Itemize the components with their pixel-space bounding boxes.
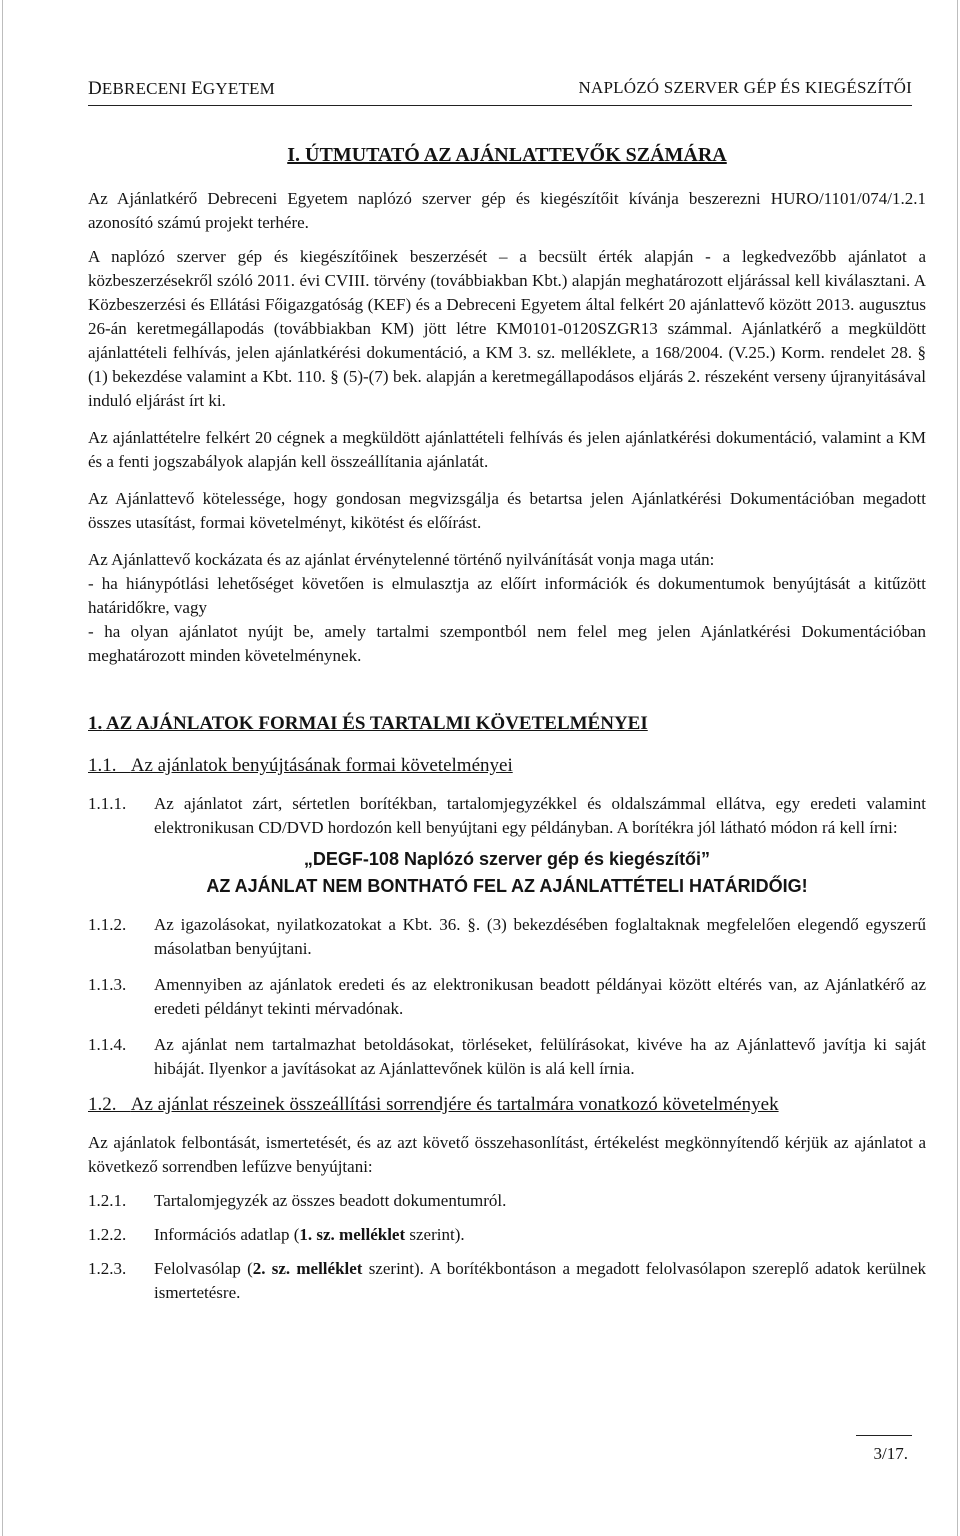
footer-rule bbox=[856, 1435, 912, 1436]
envelope-label: „DEGF-108 Naplózó szerver gép és kiegészítői” bbox=[303, 849, 711, 869]
list-item: 1.1.4. Az ajánlat nem tartalmazhat betoldásokat, törléseket, felülírásokat, kivéve ha az Ajánlattevő javítja ki saját hibáját. Ilyenkor a javításokat az Ajánlattevőnek külön is alá kell írnia. bbox=[88, 1035, 926, 1078]
risk-lead: Az Ajánlattevő kockázata és az ajánlat érvénytelenné történő nyilvánítását vonja maga után: bbox=[88, 550, 715, 569]
header-rule bbox=[88, 105, 912, 106]
page-edge-right bbox=[957, 0, 958, 1536]
page-edge-left bbox=[2, 0, 3, 1536]
risk-bullet: - ha hiánypótlási lehetőséget követően is elmulasztja az előírt információk és dokumentumok benyújtását a kitűzött határidőkre, vagy bbox=[88, 574, 926, 617]
list-item: 1.2.3. Felolvasólap (2. sz. melléklet szerint). A borítékbontáson a megadott felolvasólapon szereplő adatok kerülnek ismertetésre. bbox=[88, 1259, 926, 1302]
page-number: 3/17. bbox=[873, 1444, 908, 1463]
intro-paragraph: Az Ajánlattevő kötelessége, hogy gondosan megvizsgálja és betartsa jelen Ajánlatkérési Dokumentációban megadott összes utasítást, formai követelményt, kikötést és előírást. bbox=[88, 489, 926, 532]
heading-1-2: 1.2. Az ajánlat részeinek összeállítási sorrendjére és tartalmára vonatkozó követelmények bbox=[88, 1094, 779, 1115]
list-item: 1.1.2. Az igazolásokat, nyilatkozatokat a Kbt. 36. §. (3) bekezdésében foglaltaknak megfelelően elegendő egyszerű másolatban benyújtani. bbox=[88, 915, 926, 958]
list-item: 1.1.3. Amennyiben az ajánlatok eredeti és az elektronikusan beadott példányai között eltérés van, az Ajánlatkérő az eredeti példányt tekinti mérvadónak. bbox=[88, 975, 926, 1018]
envelope-warning: AZ AJÁNLAT NEM BONTHATÓ FEL AZ AJÁNLATTÉTELI HATÁRIDŐIG! bbox=[206, 876, 808, 896]
intro-paragraph: A naplózó szerver gép és kiegészítőinek beszerzését – a becsült érték alapján - a legkedvezőbb ajánlatot a közbeszerzésekről szóló 2011. évi CVIII. törvény (továbbiakban Kbt.) alapján meghatározott eljárással kell kiválasztani. A Közbeszerzési és Ellátási Főigazgatóság (KEF) és a Debreceni Egyetem által felkért 20 ajánlattevő között 2013. augusztus 26-án keretmegállapodás (továbbiakban KM) jött létre KM0101-0120SZGR13 számmal. Ajánlatkérő a megküldött ajánlattételi felhívás, jelen ajánlatkérési dokumentáció, a KM 3. sz. melléklete, a 168/2004. (V.25.) Korm. rendelet 28. § (1) bekezdése valamint a Kbt. 110. § (5)-(7) bek. alapján a keretmegállapodásos eljárás 2. részeként verseny újranyitásával induló eljárást írt ki. bbox=[88, 247, 926, 410]
heading-1-1: 1.1. Az ajánlatok benyújtásának formai követelményei bbox=[88, 755, 513, 776]
heading-1: 1. AZ AJÁNLATOK FORMAI ÉS TARTALMI KÖVETELMÉNYEI bbox=[88, 713, 648, 734]
risk-bullet: - ha olyan ajánlatot nyújt be, amely tartalmi szempontból nem felel meg jelen Ajánlatkérési Dokumentációban meghatározott minden követelménynek. bbox=[88, 622, 926, 665]
header-institution: DEBRECENI EGYETEM bbox=[88, 78, 275, 99]
intro-paragraph: Az Ajánlatkérő Debreceni Egyetem naplózó szerver gép és kiegészítőit kívánja beszerezni HURO/1101/074/1.2.1 azonosító számú projekt terhére. bbox=[88, 189, 926, 232]
list-item: 1.2.2. Információs adatlap (1. sz. melléklet szerint). bbox=[88, 1225, 465, 1244]
list-item: 1.2.1. Tartalomjegyzék az összes beadott dokumentumról. bbox=[88, 1191, 507, 1210]
header-subject: NAPLÓZÓ SZERVER GÉP ÉS KIEGÉSZÍTŐI bbox=[578, 78, 912, 97]
intro-paragraph: Az ajánlattételre felkért 20 cégnek a megküldött ajánlattételi felhívás és jelen ajánlatkérési dokumentáció, valamint a KM és a fenti jogszabályok alapján kell összeállítania ajánlatát. bbox=[88, 428, 926, 471]
body-content bbox=[88, 143, 926, 1315]
section-title: I. ÚTMUTATÓ AZ AJÁNLATTEVŐK SZÁMÁRA bbox=[287, 144, 727, 166]
list-item: 1.1.1. Az ajánlatot zárt, sértetlen borítékban, tartalomjegyzékkel és oldalszámmal ellátva, egy eredeti valamint elektronikusan CD/DVD hordozón kell benyújtani egy példányban. A borítékra jól látható módon rá kell írni: bbox=[88, 794, 926, 837]
order-intro: Az ajánlatok felbontását, ismertetését, és az azt követő összehasonlítást, értékelést megkönnyítendő kérjük az ajánlatot a következő sorrendben lefűzve benyújtani: bbox=[88, 1133, 926, 1176]
